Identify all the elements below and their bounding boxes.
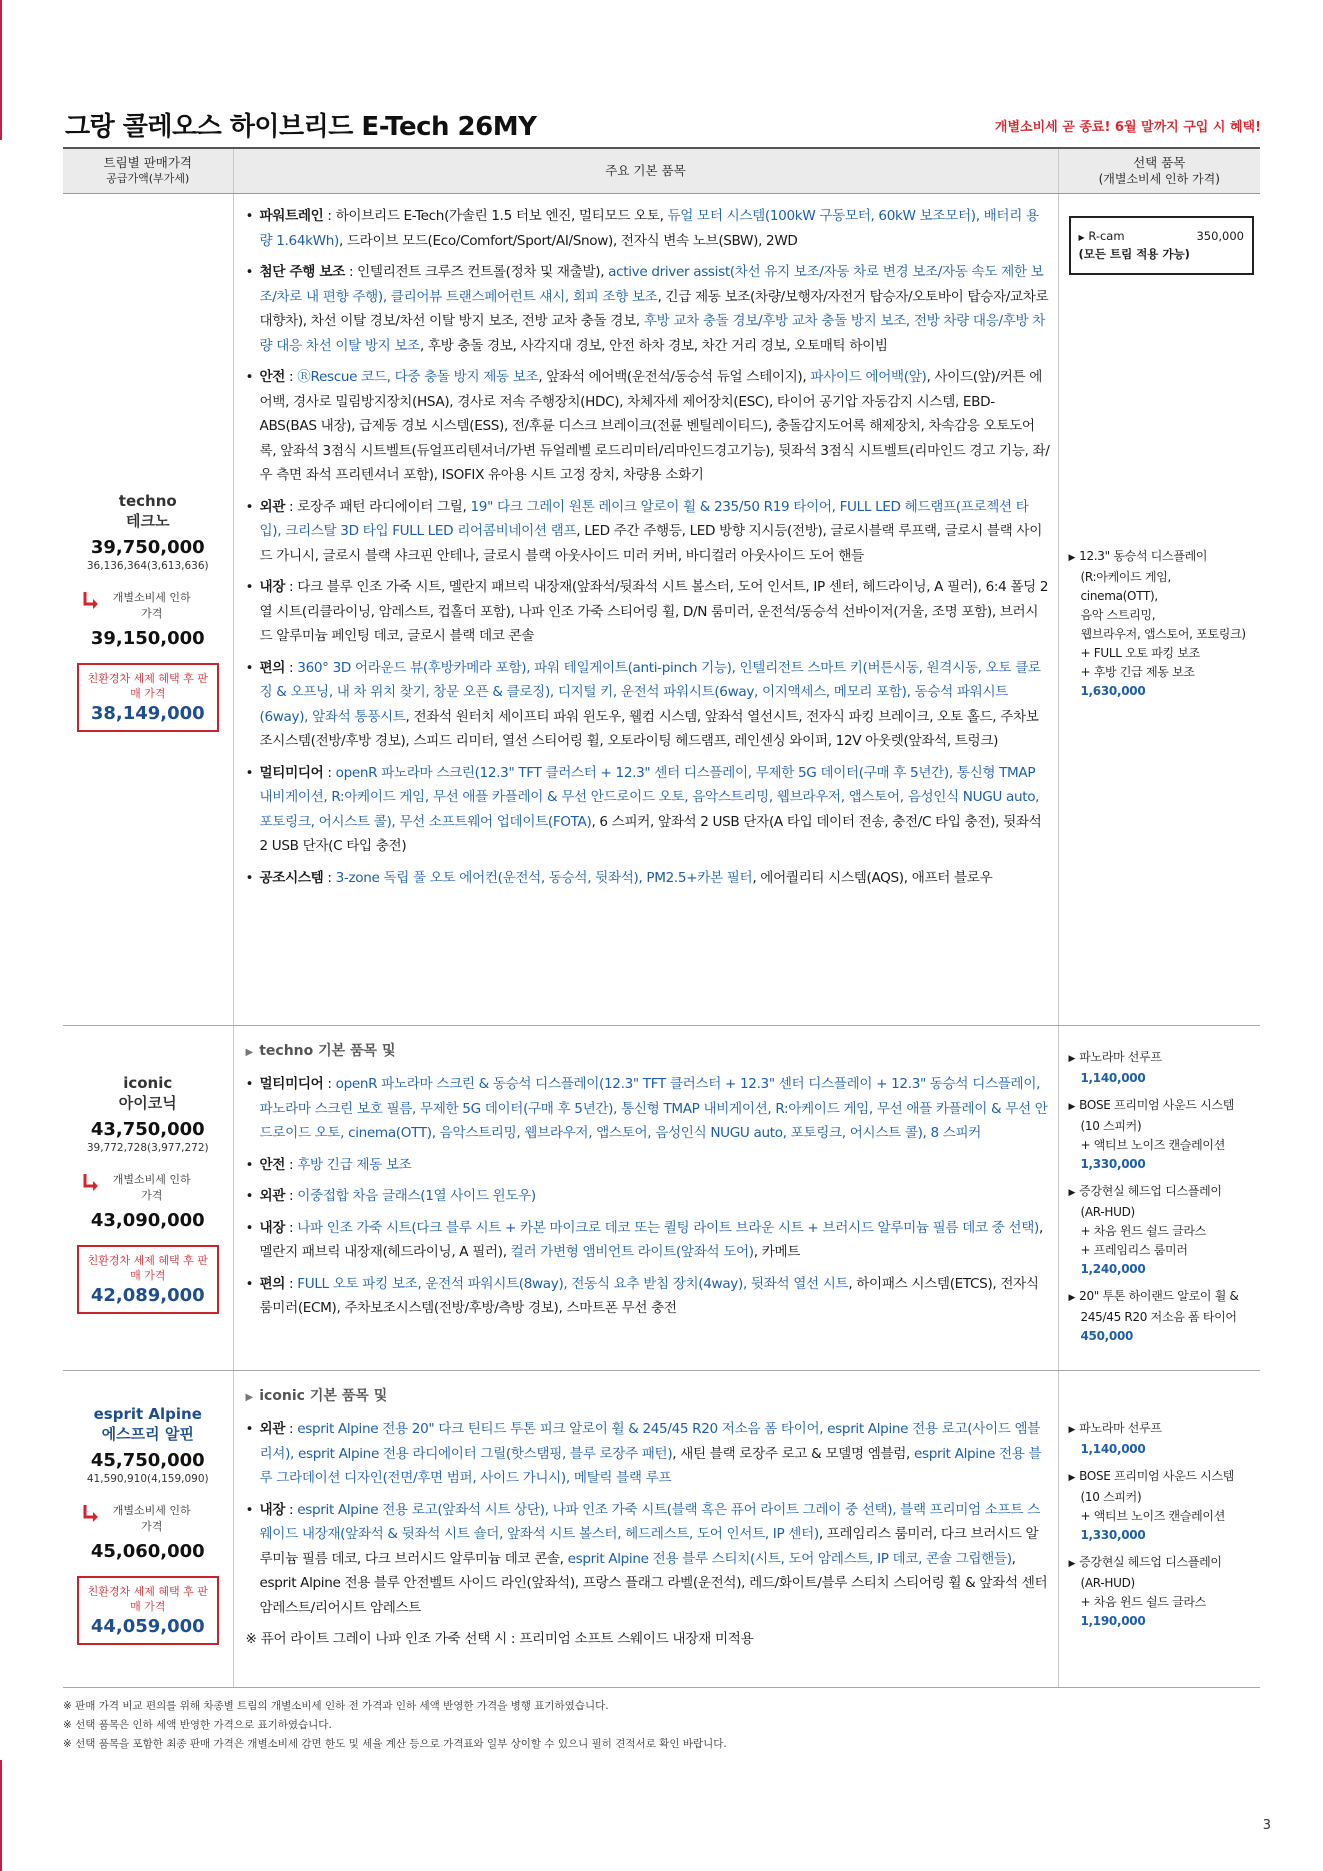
options-alpine: [1058, 1371, 1260, 1688]
list-item: • 내장 : 다크 블루 인조 가죽 시트, 멜란지 패브릭 내장재(앞좌석/뒷좌석 시트 볼스터, 도어 인서트, IP 센터, 헤드라이닝, A 필러), 6:4 폴딩 2열 시트(리클라이닝, 암레스트, 컵홀더 포함), 나파 인조 가죽 스티어링 휠, D/N 룸미러, 운전석/동승석 선바이저(거울, 조명 포함), 브러시드 알루미늄 페인팅 데코, 글로시 블랙 데코 콘솔: [246, 575, 1050, 649]
alpine-note: ※ 퓨어 라이트 그레이 나파 인조 가죽 선택 시 : 프리미엄 소프트 스웨이드 내장재 미적용: [245, 1631, 754, 1647]
arrow-icon: [83, 592, 99, 610]
triangle-icon: ▶: [1078, 233, 1085, 242]
trim-name-ko: 에스프리 알핀: [101, 1425, 194, 1443]
trim-cell-alpine: [63, 1371, 233, 1688]
list-item: • 안전 : ⓇRescue 코드, 다중 충돌 방지 제동 보조, 앞좌석 에어백(운전석/동승석 듀얼 스테이지), 파사이드 에어백(앞), 사이드(앞)/커튼 에어백, 경사로 밀림방지장치(HSA), 경사로 저속 주행장치(HDC), 차체자세 제어장치(ESC), 타이어 공기압 자동감지 시스템, EBD-ABS(BAS 내장), 급제동 경보 시스템(ESS), 전/후륜 디스크 브레이크(전륜 벤틸레이티드), 충돌감지도어록 해제장치, 차속감응 오토도어록, 앞좌석 3점식 시트벨트(듀얼프리텐셔너/가변 듀얼레벨 로드리미터/리마인드경고기능), 뒷좌석 3점식 시트벨트(리마인드 경고 기능, 좌/우 측면 좌석 프리텐셔너 포함), ISOFIX 유아용 시트 고정 장치, 차량용 소화기: [246, 365, 1050, 488]
table-row: [63, 1371, 1260, 1688]
eco-price-box: [77, 1576, 219, 1645]
features-alpine: [233, 1371, 1058, 1688]
rcam-option-box: ▶ R-cam 350,000 (모든 트림 적용 가능): [1069, 216, 1255, 275]
eco-price-box: [77, 1245, 219, 1314]
options-iconic: [1058, 1026, 1260, 1371]
trim-price: 39,750,000: [90, 537, 205, 558]
footnote: ※ 판매 가격 비교 편의를 위해 차종별 트림의 개별소비세 인하 전 가격과 인하 세액 반영한 가격을 병행 표기하였습니다.: [63, 1700, 609, 1712]
eco-price: 44,059,000: [90, 1616, 205, 1637]
footnotes: [63, 1697, 727, 1754]
option-ar-hud: ▶ 증강현실 헤드업 디스플레이 (AR-HUD) + 차음 윈드 쉴드 글라스 + 프레임리스 룸미러 1,240,000: [1068, 1184, 1222, 1276]
list-item: • 파워트레인 : 하이브리드 E-Tech(가솔린 1.5 터보 엔진, 멀티모드 오토, 듀얼 모터 시스템(100kW 구동모터, 60kW 보조모터), 배터리 용량 1.64kWh), 드라이브 모드(Eco/Comfort/Sport/AI/Snow), 전자식 변속 노브(SBW), 2WD: [246, 204, 1050, 253]
triangle-icon: ▶: [1068, 553, 1076, 563]
table-header: [63, 148, 1260, 194]
eco-price-box: [77, 663, 219, 732]
tax-cut-row: [73, 590, 223, 624]
trim-name-ko: 아이코닉: [118, 1094, 177, 1112]
trim-name-en: esprit Alpine: [93, 1405, 202, 1423]
promo-banner: 개별소비세 곧 종료! 6월 말까지 구입 시 혜택!: [994, 120, 1261, 135]
page-number: 3: [1262, 1818, 1271, 1833]
price-table: [63, 147, 1260, 1688]
list-item: • 외관 : 이중접합 차음 글래스(1열 사이드 윈도우): [246, 1184, 1050, 1209]
features-iconic: [233, 1026, 1058, 1371]
tax-cut-label: 개별소비세 인하 가격: [112, 591, 191, 620]
features-techno: [233, 194, 1058, 1026]
footnote: ※ 선택 품목은 인하 세액 반영한 가격으로 표기하였습니다.: [63, 1719, 332, 1731]
eco-price: 38,149,000: [90, 703, 205, 724]
list-item: • 외관 : esprit Alpine 전용 20" 다크 틴티드 투톤 피크 알로이 휠 & 245/45 R20 저소음 폼 타이어, esprit Alpine 전용 로고(사이드 엠블리셔), esprit Alpine 전용 라디에이터 그릴(핫스탬핑, 블루 로장주 패턴), 새틴 블랙 로장주 로고 & 모델명 엠블럼, esprit Alpine 전용 블루 그라데이션 디자인(전면/후면 범퍼, 사이드 가니시), 메탈릭 블랙 루프: [246, 1417, 1050, 1491]
tax-cut-row: [73, 1503, 223, 1537]
list-item: • 공조시스템 : 3-zone 독립 풀 오토 에어컨(운전석, 동승석, 뒷좌석), PM2.5+카본 필터, 에어퀄리티 시스템(AQS), 애프터 블로우: [246, 866, 1050, 891]
eco-label: 친환경차 세제 혜택 후 판매 가격: [87, 672, 208, 700]
table-row: [63, 194, 1260, 1026]
trim-price: 45,750,000: [90, 1450, 205, 1471]
triangle-icon: ▶: [1068, 1293, 1076, 1303]
arrow-icon: [83, 1174, 99, 1192]
list-item: • 멀티미디어 : openR 파노라마 스크린 & 동승석 디스플레이(12.3" TFT 클러스터 + 12.3" 센터 디스플레이 + 12.3" 동승석 디스플레이, 파노라마 스크린 보호 필름, 무제한 5G 데이터(구매 후 5년간), 통신형 TMAP 내비게이션, R:아케이드 게임, 무선 애플 카플레이 & 무선 안드로이드 오토, cinema(OTT), 음악스트리밍, 웹브라우저, 앱스토어, 음성인식 NUGU auto, 포토링크, 어시스트 콜), 8 스피커: [246, 1072, 1050, 1146]
crop-mark: [0, 1760, 2, 1871]
options-techno: [1058, 194, 1260, 1026]
option-passenger-display: ▶ 12.3" 동승석 디스플레이 (R:아케이드 게임, cinema(OTT), 음악 스트리밍, 웹브라우저, 앱스토어, 포토링크) + FULL 오토 파킹 보조 + 후방 긴급 제동 보조 1,630,000: [1068, 549, 1246, 698]
feature-list: [246, 1417, 1050, 1620]
trim-price-vat: 41,590,910(4,159,090): [86, 1473, 209, 1485]
option-bose: ▶ BOSE 프리미엄 사운드 시스템 (10 스피커) + 액티브 노이즈 캔슬레이션 1,330,000: [1068, 1098, 1235, 1171]
list-item: • 첨단 주행 보조 : 인텔리전트 크루즈 컨트롤(정차 및 재출발), active driver assist(차선 유지 보조/자동 차로 변경 보조/자동 속도 제한 보조/차로 내 편향 주행), 클리어뷰 트랜스페어런트 섀시, 회피 조향 보조, 긴급 제동 보조(차량/보행자/자전거 탑승자/오토바이 탑승자/교차로 대향차), 차선 이탈 경보/차선 이탈 방지 보조, 전방 교차 충돌 경보, 후방 교차 충돌 경보/후방 교차 충돌 방지 보조, 전방 차량 대응/후방 차량 대응 차선 이탈 방지 보조, 후방 충돌 경보, 사각지대 경보, 안전 하차 경보, 차간 거리 경보, 오토매틱 하이빔: [246, 260, 1050, 358]
eco-label: 친환경차 세제 혜택 후 판매 가격: [87, 1585, 208, 1613]
trim-cell-iconic: [63, 1026, 233, 1371]
list-item: • 편의 : FULL 오토 파킹 보조, 운전석 파워시트(8way), 전동식 요추 받침 장치(4way), 뒷좌석 열선 시트, 하이패스 시스템(ETCS), 전자식 룸미러(ECM), 주차보조시스템(전방/후방/측방 경보), 스마트폰 무선 충전: [246, 1272, 1050, 1321]
tax-cut-label: 개별소비세 인하 가격: [112, 1504, 191, 1533]
tax-cut-row: [73, 1172, 223, 1206]
basis-label: ▶ techno 기본 품목 및: [245, 1043, 396, 1059]
triangle-icon: ▶: [245, 1047, 254, 1058]
tax-cut-price: 39,150,000: [90, 628, 205, 649]
triangle-icon: ▶: [1068, 1473, 1076, 1483]
trim-name-en: iconic: [123, 1074, 173, 1092]
trim-name-ko: 테크노: [126, 512, 170, 530]
trim-price-vat: 39,772,728(3,977,272): [86, 1142, 209, 1154]
header-trim-price: 트림별 판매가격 공급가액(부가세): [63, 148, 233, 194]
eco-price: 42,089,000: [90, 1285, 205, 1306]
list-item: • 안전 : 후방 긴급 제동 보조: [246, 1153, 1050, 1178]
option-ar-hud: ▶ 증강현실 헤드업 디스플레이 (AR-HUD) + 차음 윈드 쉴드 글라스 1,190,000: [1068, 1555, 1222, 1628]
feature-list: [246, 204, 1050, 890]
eco-label: 친환경차 세제 혜택 후 판매 가격: [87, 1254, 208, 1282]
tax-cut-label: 개별소비세 인하 가격: [112, 1173, 191, 1202]
option-wheel: ▶ 20" 투톤 하이랜드 알로이 휠 & 245/45 R20 저소음 폼 타이어 450,000: [1068, 1289, 1239, 1343]
trim-price: 43,750,000: [90, 1119, 205, 1140]
list-item: • 멀티미디어 : openR 파노라마 스크린(12.3" TFT 클러스터 + 12.3" 센터 디스플레이, 무제한 5G 데이터(구매 후 5년간), 통신형 TMAP 내비게이션, R:아케이드 게임, 무선 애플 카플레이 & 무선 안드로이드 오토, 음악스트리밍, 웹브라우저, 앱스토어, 음성인식 NUGU auto, 포토링크, 어시스트 콜), 무선 소프트웨어 업데이트(FOTA), 6 스피커, 앞좌석 2 USB 단자(A 타입 데이터 전송, 충전/C 타입 충전), 뒷좌석 2 USB 단자(C 타입 충전): [246, 761, 1050, 859]
tax-cut-price: 43,090,000: [90, 1210, 205, 1231]
list-item: • 편의 : 360° 3D 어라운드 뷰(후방카메라 포함), 파워 테일게이트(anti-pinch 기능), 인텔리전트 스마트 키(버튼시동, 원격시동, 오토 클로징 & 오프닝, 내 차 위치 찾기, 창문 오픈 & 클로징), 디지털 키, 운전석 파워시트(6way, 이지액세스, 메모리 포함), 동승석 파워시트(6way), 앞좌석 통풍시트, 전좌석 원터치 세이프티 파워 윈도우, 웰컴 시스템, 앞좌석 열선시트, 전자식 파킹 브레이크, 오토 홀드, 주차보조시스템(전방/후방 경보), 스피드 리미터, 열선 스티어링 휠, 오토라이팅 헤드램프, 레인센싱 와이퍼, 12V 아웃렛(앞좌석, 트렁크): [246, 656, 1050, 754]
list-item: • 외관 : 로장주 패턴 라디에이터 그릴, 19" 다크 그레이 원톤 레이크 알로이 휠 & 235/50 R19 타이어, FULL LED 헤드램프(프로젝션 타입), 크리스탈 3D 타입 FULL LED 리어콤비네이션 램프, LED 주간 주행등, LED 방향 지시등(전방), 글로시블랙 루프랙, 글로시 블랙 사이드 가니시, 글로시 블랙 샤크핀 안테나, 글로시 블랙 아웃사이드 미러 커버, 바디컬러 아웃사이드 도어 핸들: [246, 495, 1050, 569]
triangle-icon: ▶: [1068, 1188, 1076, 1198]
trim-cell-techno: [63, 194, 233, 1026]
arrow-icon: [83, 1505, 99, 1523]
list-item: • 내장 : esprit Alpine 전용 로고(앞좌석 시트 상단), 나파 인조 가죽 시트(블랙 혹은 퓨어 라이트 그레이 중 선택), 블랙 프리미엄 소프트 스웨이드 내장재(앞좌석 & 뒷좌석 시트 숄더, 앞좌석 시트 볼스터, 헤드레스트, 도어 인서트, IP 센터), 프레임리스 룸미러, 다크 브러시드 알루미늄 필름 데코, 다크 브러시드 알루미늄 데코 콘솔, esprit Alpine 전용 블루 스티치(시트, 도어 암레스트, IP 데코, 콘솔 그립핸들), esprit Alpine 전용 블루 안전벨트 사이드 라인(앞좌석), 프랑스 플래그 라벨(운전석), 레드/화이트/블루 스티치 스티어링 휠 & 앞좌석 센터 암레스트/리어시트 암레스트: [246, 1498, 1050, 1621]
page-title: 그랑 콜레오스 하이브리드 E-Tech 26MY: [65, 112, 537, 142]
feature-list: [246, 1072, 1050, 1321]
trim-price-vat: 36,136,364(3,613,636): [86, 560, 209, 572]
option-sunroof: ▶ 파노라마 선루프 1,140,000: [1068, 1421, 1162, 1456]
footnote: ※ 선택 품목을 포함한 최종 판매 가격은 개별소비세 감면 한도 및 세율 계산 등으로 가격표와 일부 상이할 수 있으니 필히 견적서로 확인 바랍니다.: [63, 1738, 727, 1750]
triangle-icon: ▶: [1068, 1425, 1076, 1435]
header-features: 주요 기본 품목: [233, 148, 1058, 194]
triangle-icon: ▶: [1068, 1054, 1076, 1064]
triangle-icon: ▶: [1068, 1559, 1076, 1569]
tax-cut-price: 45,060,000: [90, 1541, 205, 1562]
triangle-icon: ▶: [1068, 1102, 1076, 1112]
header-options: 선택 품목 (개별소비세 인하 가격): [1058, 148, 1260, 194]
basis-label: ▶ iconic 기본 품목 및: [245, 1388, 388, 1404]
table-row: [63, 1026, 1260, 1371]
crop-mark: [0, 0, 2, 140]
list-item: • 내장 : 나파 인조 가죽 시트(다크 블루 시트 + 카본 마이크로 데코 또는 퀼팅 라이트 브라운 시트 + 브러시드 알루미늄 필름 데코 중 선택), 멜란지 패브릭 내장재(헤드라이닝, A 필러), 컬러 가변형 앰비언트 라이트(앞좌석 도어), 카메트: [246, 1216, 1050, 1265]
triangle-icon: ▶: [245, 1392, 254, 1403]
trim-name-en: techno: [118, 492, 177, 510]
option-sunroof: ▶ 파노라마 선루프 1,140,000: [1068, 1050, 1162, 1085]
option-bose: ▶ BOSE 프리미엄 사운드 시스템 (10 스피커) + 액티브 노이즈 캔슬레이션 1,330,000: [1068, 1469, 1235, 1542]
